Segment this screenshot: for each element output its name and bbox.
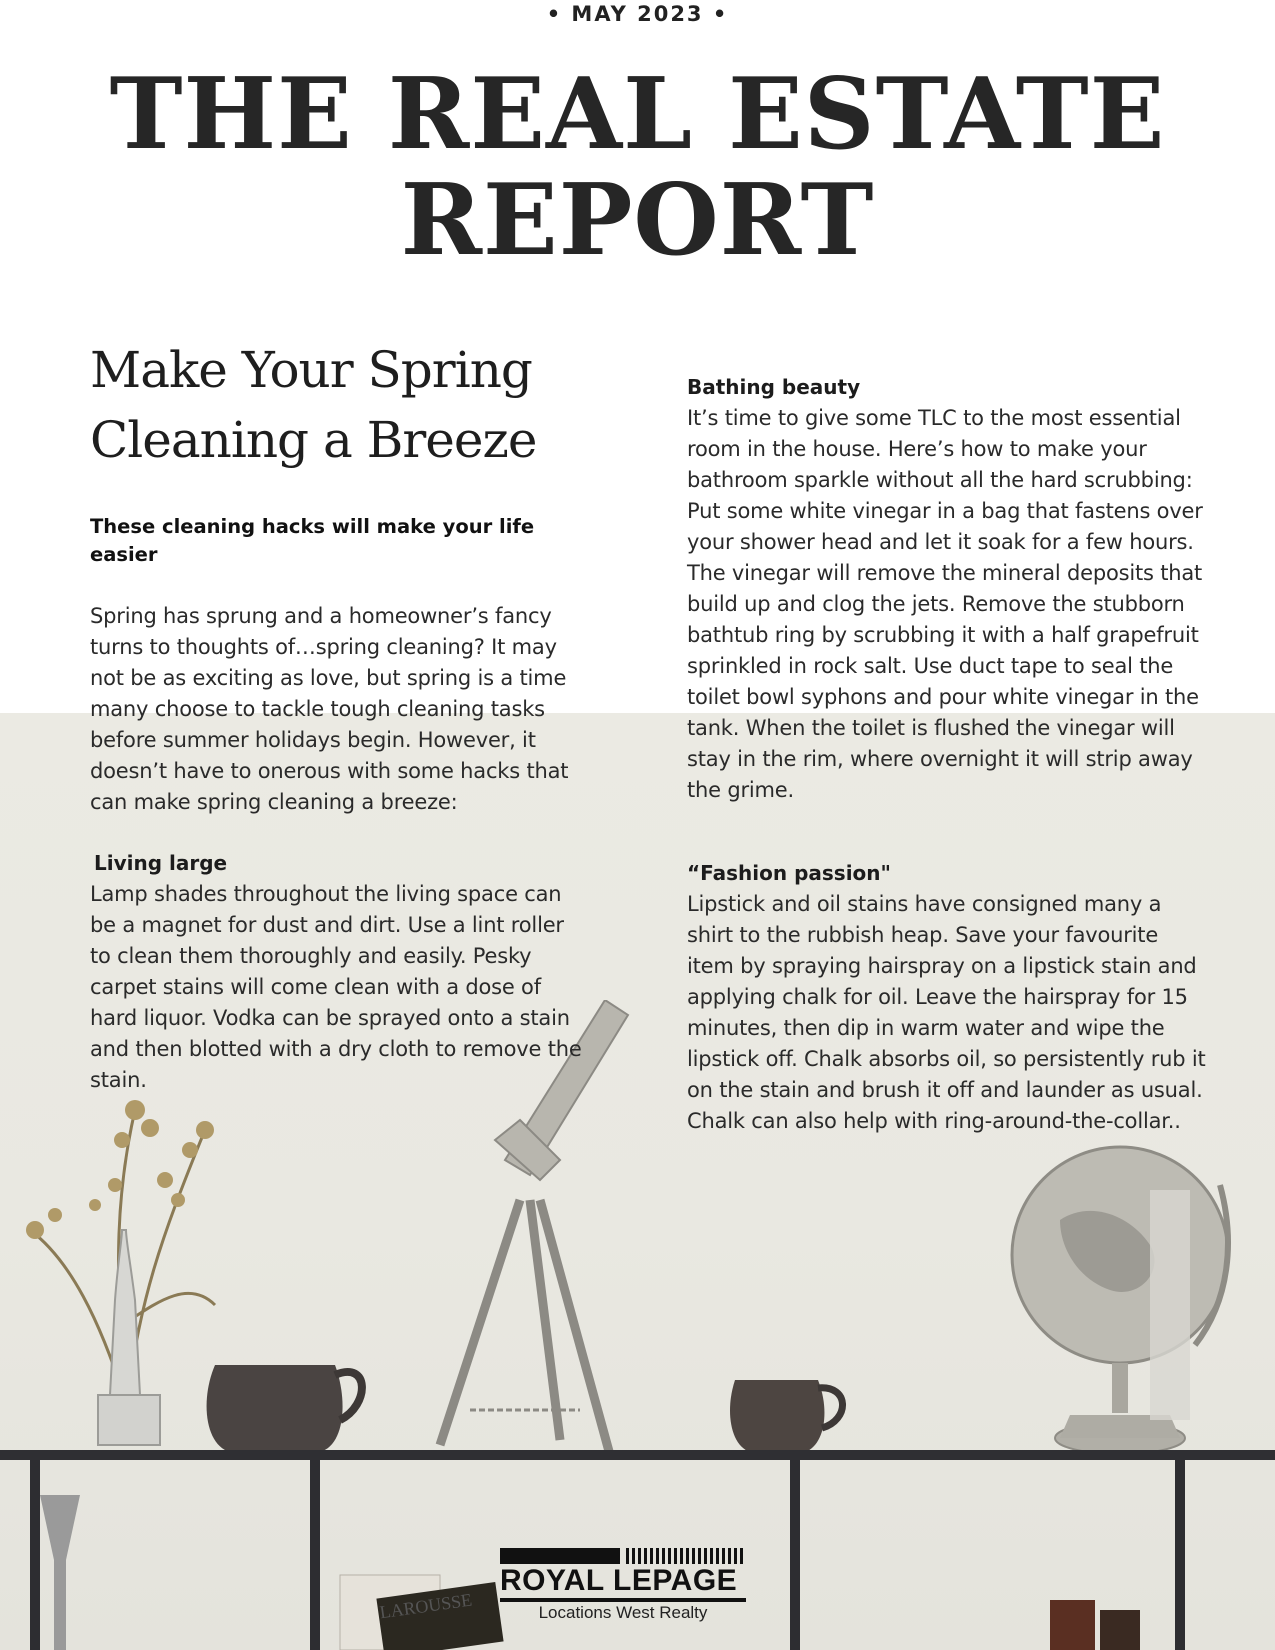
issue-date: • MAY 2023 •: [546, 2, 729, 26]
book-label: LAROUSSE: [378, 1589, 474, 1623]
section-body-fashion: Lipstick and oil stains have consigned many a shirt to the rubbish heap. Save your favourite item by spraying hairspray on a lipstick stain and applying chalk for oil. Leave the hairspray for 15 minutes, then dip in warm water and wipe the lipstick off. Chalk absorbs oil, so persistently rub it on the stain and brush it off and launder as usual. Chalk can also help with ring-around-the-collar..: [687, 892, 1206, 1133]
section-body-bathing: It’s time to give some TLC to the most essential room in the house. Here’s how to make your bathroom sparkle without all the hard scrubbing: Put some white vinegar in a bag that fastens over your shower head and let it soak for a few hours. The vinegar will remove the mineral deposits that build up and clog the jets. Remove the stubborn bathtub ring by scrubbing it with a half grapefruit sprinkled in rock salt. Use duct tape to seal the toilet bowl syphons and pour white vinegar in the tank. When the toilet is flushed the vinegar will stay in the rim, where overnight it will strip away the grime.: [687, 406, 1203, 802]
clay-pot-right: [730, 1380, 824, 1452]
shelf-leg: [790, 1460, 800, 1650]
section-heading-living: Living large: [94, 851, 228, 875]
globe: [1012, 1147, 1228, 1454]
clay-pot-left: [207, 1365, 343, 1452]
logo-barcode-mark: [500, 1548, 746, 1564]
article-subhead: These cleaning hacks will make your life easier: [90, 515, 535, 566]
metal-vase: [40, 1495, 80, 1650]
shelf-top: [0, 1450, 1275, 1460]
shelf-leg: [1175, 1460, 1185, 1650]
royal-lepage-logo: [500, 1548, 746, 1624]
shelf-leg: [30, 1460, 40, 1650]
report-title: [0, 57, 1275, 278]
logo-brand-name: ROYAL LEPAGE: [500, 1564, 738, 1597]
section-heading-fashion: “Fashion passion": [687, 861, 891, 885]
headline-line2: Cleaning a Breeze: [90, 411, 537, 469]
report-title-line2: REPORT: [400, 163, 875, 278]
logo-tagline: Locations West Realty: [538, 1603, 708, 1622]
section-body-living: Lamp shades throughout the living space can be a magnet for dust and dirt. Use a lint roller to clean them thoroughly and easily. Pesky carpet stains will come clean with a dose of hard liquor. Vodka can be sprayed onto a stain and then blotted with a dry cloth to remove the stain.: [90, 882, 582, 1092]
shelf-leg: [310, 1460, 320, 1650]
article-headline: [90, 335, 590, 475]
article-left-column: [90, 335, 590, 1096]
article-intro: Spring has sprung and a homeowner’s fancy turns to thoughts of…spring cleaning? It may not be as exciting as love, but spring is a time many choose to tackle tough cleaning tasks before summer holidays begin. However, it doesn’t have to onerous with some hacks that can make spring cleaning a breeze:: [90, 604, 569, 814]
report-title-line1: THE REAL ESTATE: [109, 57, 1166, 172]
headline-line1: Make Your Spring: [90, 341, 532, 399]
article-right-column: [687, 372, 1207, 1137]
section-heading-bathing: Bathing beauty: [687, 375, 861, 399]
glass-vase: [110, 1230, 140, 1395]
